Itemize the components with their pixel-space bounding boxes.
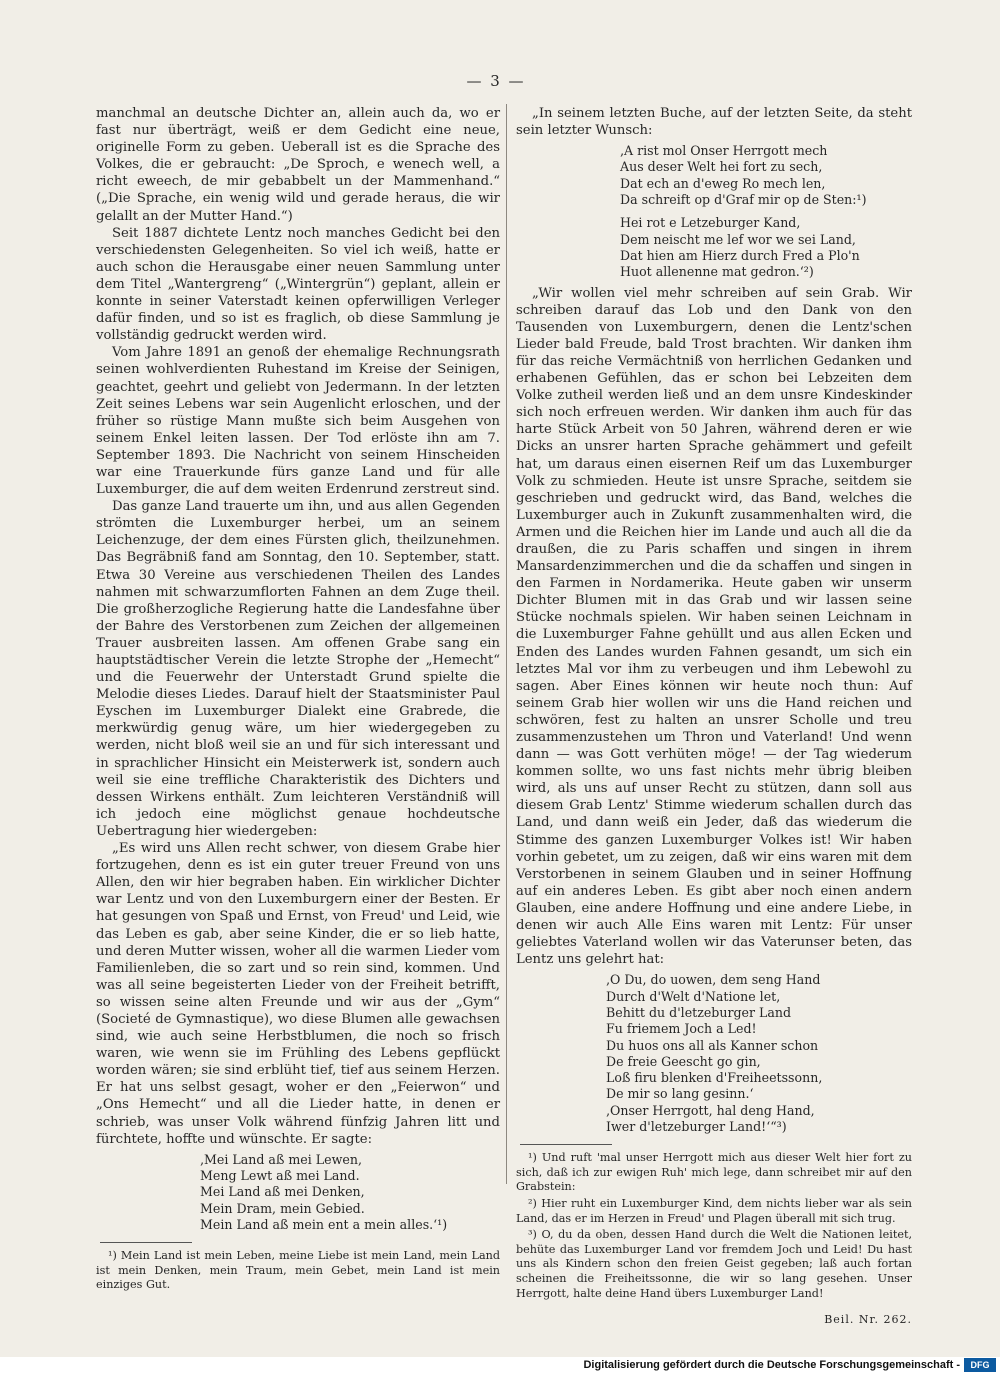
poem-line: Huot allenenne mat gedron.‘²) [620,264,814,280]
poem-line: ‚A rist mol Onser Herrgott mech [620,143,828,159]
footer-credit: Digitalisierung gefördert durch die Deutsche Forschungsgemeinschaft - [583,1359,960,1371]
poem-line: Du huos ons all als Kanner schon [606,1037,819,1053]
poem-line: Mein Dram, mein Gebied. [200,1200,365,1216]
page-number: — 3 — [466,72,526,90]
poem-line: De freie Geescht go gin, [606,1053,761,1069]
left-paragraph-3: Vom Jahre 1891 an genoß der ehemalige Rechnungsrath seinen wohlverdienten Ruhestand im Kreise der Seinigen, geachtet, geehrt und geliebt von Jedermann. In der letzten Zeit seines Lebens war sein Augenlicht erloschen, und der früher so rüstige Mann mußte sich beim Ausgehen von seinem Enkel leiten lassen. Der Tod erlöste ihn am 7. September 1893. Die Nachricht von seinem Hinscheiden war eine Trauerkunde fürs ganze Land und für alle Luxemburger, die auf dem weiten Erdenrund zerstreut sind. [96,345,500,498]
left-paragraph-2: Seit 1887 dichtete Lentz noch manches Gedicht bei den verschiedensten Gelegenheiten. So viel ich weiß, hatte er auch schon die Herausgabe einer neuen Sammlung unter dem Titel „Wantergreng“ („Wintergrün“) geplant, allein er konnte in seiner Vaterstadt keinen opferwilligen Verleger dafür finden, und so ist es fraglich, ob diese Sammlung je vollständig gedruckt werden wird. [96,225,500,344]
poem-line: ‚O Du, do uowen, dem seng Hand [606,972,821,988]
footnote-divider [100,1242,192,1243]
poem-line: Dem neischt me lef wor we sei Land, [620,231,856,247]
stanza-gap [620,208,912,215]
poem-line: Iwer d'letzeburger Land!‘“³) [606,1118,787,1134]
left-column [96,105,500,1295]
right-poem-2 [606,972,912,1135]
right-footnote-2: ²) Hier ruht ein Luxemburger Kind, dem nichts lieber war als sein Land, das er im Herzen in Freud' und Plagen überall mit sich trug. [516,1197,912,1225]
right-column [516,105,912,1328]
poem-line: Dat ech an d'eweg Ro mech len, [620,175,826,191]
right-paragraph-1: „In seinem letzten Buche, auf der letzten Seite, da steht sein letzter Wunsch: [516,106,912,139]
left-paragraph-4: Das ganze Land trauerte um ihn, und aus allen Gegenden strömten die Luxemburger herbei, um an seinem Leichenzuge, der dem eines Fürsten glich, theilzunehmen. Das Begräbniß fand am Sonntag, den 10. September, statt. Etwa 30 Vereine aus verschiedenen Theilen des Landes nahmen mit schwarzumflorten Fahnen an dem Zuge theil. Die großherzogliche Regierung hatte die Landesfahne über der Bahre des Verstorbenen zum Zeichen der allgemeinen Trauer ausbreiten lassen. Am offenen Grabe sang ein hauptstädtischer Verein die letzte Strophe der „Hemecht“ und die Feuerwehr der Unterstadt Grund spielte die Melodie dieses Liedes. Darauf hielt der Staatsminister Paul Eyschen im Luxemburger Dialekt eine Grabrede, die merkwürdig genug wäre, um hier wiedergegeben zu werden, nicht bloß weil sie an und für sich interessant und in sprachlicher Hinsicht ein Meisterwerk ist, sondern auch weil sie eine treffliche Charakteristik des Dichters und dessen Wirkens enthält. Zum leichteren Verständniß will ich jedoch eine möglichst genaue hochdeutsche Uebertragung hier wiedergeben: [96,499,500,839]
right-paragraph-2: „Wir wollen viel mehr schreiben auf sein Grab. Wir schreiben darauf das Lob und den Dank von den Tausenden von Luxemburgern, denen die Lentz'schen Lieder bald Freude, bald Trost brachten. Wir danken ihm für das reiche Vermächtniß von herrlichen Gedanken und erhabenen Gefühlen, das er schon bei Lebzeiten dem Volke zutheil werden ließ und an dem unsre Kindeskinder sich noch erfreuen werden. Wir danken ihm auch für das harte Stück Arbeit von 50 Jahren, während deren er wie Dicks an unsrer harten Sprache gehämmert und gefeilt hat, um daraus einen eisernen Reif um das Luxemburger Volk zu schmieden. Heute ist unsre Sprache, seitdem sie geschrieben und gedruckt wird, das Band, welches die Luxemburger auch in Zukunft zusammenhalten wird, die Armen und die Reichen hier im Lande und auch all die da draußen, die zu Paris schaffen und singen in ihrem Mansardenzimmerchen und die da schaffen und singen in den Farmen in Nordamerika. Heute gaben wir unserm Dichter Blumen mit in das Grab und wir lassen seine Stücke nochmals spielen. Wir haben seinen Leichnam in die Luxemburger Fahne gehüllt und aus allen Ecken und Enden des Landes wurden Fahnen gesandt, um sich ein letztes Mal vor ihm zu verbeugen und ihm Lebewohl zu sagen. Aber Eines können wir heute noch thun: Auf seinem Grab hier wollen wir uns die Hand reichen und schwören, fest zu halten an unsrer Scholle und treu zusammenzustehen um Thron und Vaterland! Und wenn dann — was Gott verhüten möge! — der Tag wiederum kommen sollte, wo uns fast nichts mehr übrig bleiben wird, als uns auf unser Recht zu stützen, dann soll aus diesem Grab Lentz' Stimme wiederum schallen durch das Land, und dann weiß ein Jeder, daß das wiederum die Stimme des ganzen Luxemburger Volkes ist! Wir haben vorhin gebetet, um zu zeigen, daß wir eins waren mit dem Verstorbenen in seinem Glauben und in seiner Hoffnung auf ein anderes Leben. Es gibt aber noch einen andern Glauben, eine andere Hoffnung und eine andere Liebe, in denen wir auch Alle Eins waren mit Lentz: Für unser geliebtes Vaterland wollen wir das Vaterunser beten, das Lentz uns gelehrt hat: [516,285,912,968]
left-paragraph-5: „Es wird uns Allen recht schwer, von diesem Grabe hier fortzugehen, denn es ist ein guter treuer Freund von uns Allen, den wir hier begraben haben. Ein wirklicher Dichter war Lentz und von den Luxemburgern einer der Besten. Er hat gesungen von Spaß und Ernst, von Freud' und Leid, wie das Leben es gab, aber seine Kinder, die er so lieb hatte, und deren Mutter wissen, woher all die warmen Lieder vom Familienleben, die so zart und so rein sind, kommen. Und was all seine begeisterten Lieder von der Freiheit betrifft, so wissen seine alten Freunde und wir aus der „Gym“ (Societé de Gymnastique), wo diese Blumen alle gewachsen sind, wie auch seine Herbstblumen, die noch so frisch waren, wie wenn sie im Frühling des Lebens gepflückt worden wären; sie sind erblüht tief, tief aus seinem Herzen. Er hat uns selbst gesagt, woher er den „Feierwon“ und „Ons Hemecht“ und all die Lieder hatte, in denen er schrieb, was unser Volk während fünfzig Jahren litt und fürchtete, hoffte und wünschte. Er sagte: [96,841,500,1147]
right-footnote-3: ³) O, du da oben, dessen Hand durch die Welt die Nationen leitet, behüte das Luxemburger Land vor fremdem Joch und Leid! Du hast uns als Kindern schon den freien Geist gegeben; laß auch fortan scheinen die Freiheitssonne, die wir so lang gesehen. Unser Herrgott, halte deine Hand übers Luxemburger Land! [516,1228,912,1300]
poem-line: ‚Onser Herrgott, hal deng Hand, [606,1102,815,1118]
poem-line: Meng Lewt aß mei Land. [200,1168,360,1184]
poem-line: Dat hien am Hierz durch Fred a Plo'n [620,247,860,263]
right-poem-1 [620,143,912,280]
poem-line: Loß firu blenken d'Freiheetssonn, [606,1070,823,1086]
poem-line: Hei rot e Letzeburger Kand, [620,215,801,231]
poem-line: ‚Mei Land aß mei Lewen, [200,1151,362,1167]
poem-line: De mir so lang gesinn.‘ [606,1086,754,1102]
poem-line: Mein Land aß mein ent a mein alles.‘¹) [200,1216,448,1232]
supplement-number: Beil. Nr. 262. [824,1313,912,1327]
dfg-logo-icon: DFG [964,1358,996,1372]
left-poem [200,1152,500,1233]
poem-line: Mei Land aß mei Denken, [200,1184,365,1200]
poem-line: Durch d'Welt d'Natione let, [606,988,781,1004]
left-footnote-1: ¹) Mein Land ist mein Leben, meine Liebe ist mein Land, mein Land ist mein Denken, mein Traum, mein Gebet, mein Land ist mein einziges Gut. [96,1249,500,1292]
poem-line: Da schreift op d'Graf mir op de Sten:¹) [620,192,867,208]
digitization-footer [0,1357,1000,1376]
right-footnote-1: ¹) Und ruft 'mal unser Herrgott mich aus dieser Welt hier fort zu sich, daß ich zur ewigen Ruh' mich lege, dann schreibet mir auf den Grabstein: [516,1151,912,1194]
left-paragraph-1: manchmal an deutsche Dichter an, allein auch da, wo er fast nur überträgt, weiß er dem Gedicht eine neue, originelle Form zu geben. Ueberall ist es die Sprache des Volkes, die er gebraucht: „De Sproch, e wenech well, a richt eweech, de mir gebabbelt un der Mammenhand.“ („Die Sprache, ein wenig wild und gerade heraus, die wir gelallt an der Mutter Hand.“) [96,106,500,224]
footnote-divider [520,1144,612,1145]
column-divider [506,104,507,1184]
poem-line: Fu friemem Joch a Led! [606,1021,757,1037]
poem-line: Aus deser Welt hei fort zu sech, [620,159,823,175]
poem-line: Behitt du d'letzeburger Land [606,1004,792,1020]
